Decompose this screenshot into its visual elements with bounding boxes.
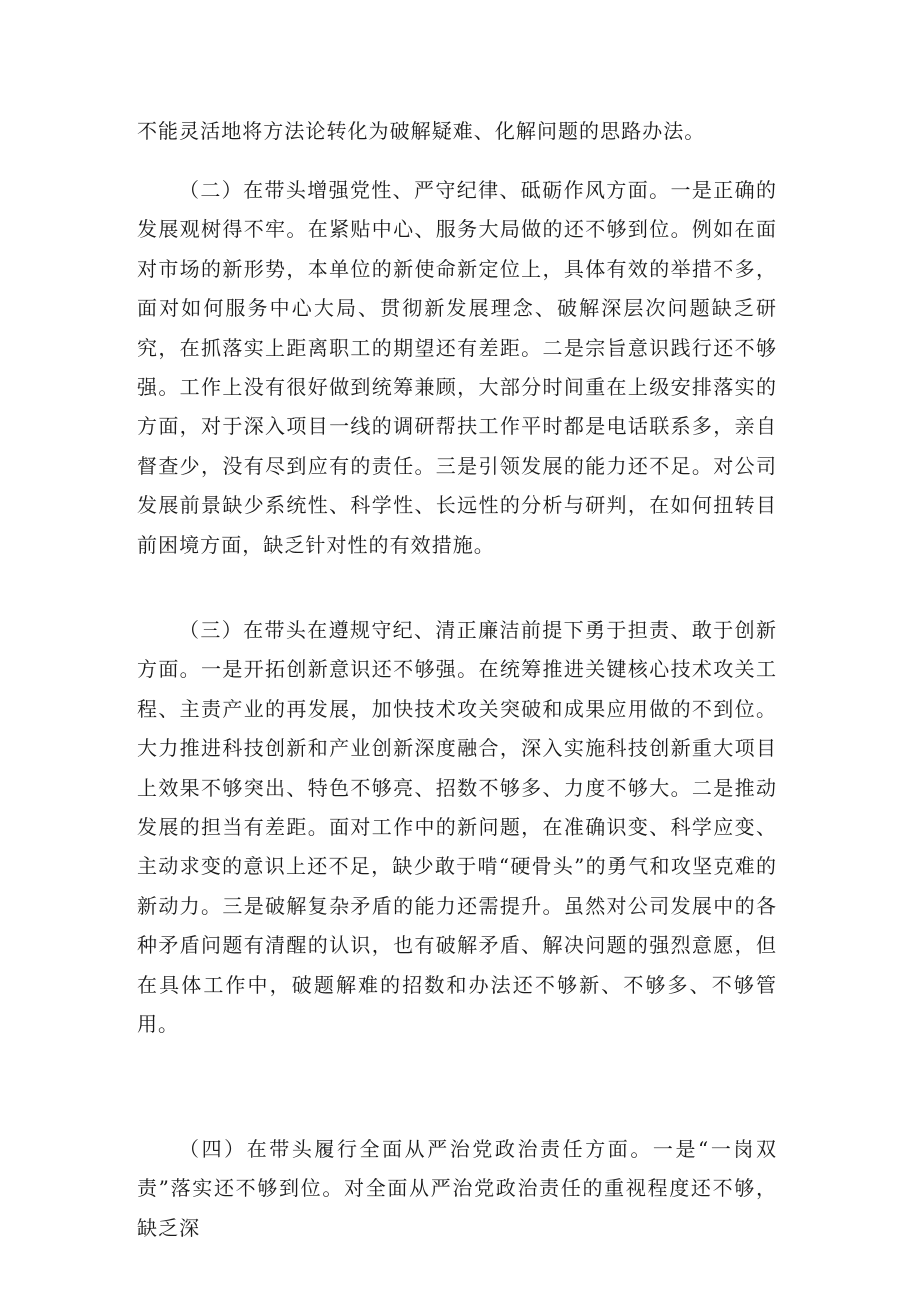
paragraph-section-four: （四）在带头履行全面从严治党政治责任方面。一是“一岗双责”落实还不够到位。对全面从严治党政治责任的重视程度还不够，缺乏深 (137, 1137, 777, 1240)
paragraph-section-two: （二）在带头增强党性、严守纪律、砥砺作风方面。一是正确的发展观树得不牢。在紧贴中心、服务大局做的还不够到位。例如在面对市场的新形势，本单位的新使命新定位上，具体有效的举措不多，面对如何服务中心大局、贯彻新发展理念、破解深层次问题缺乏研究，在抓落实上距离职工的期望还有差距。二是宗旨意识践行还不够强。工作上没有很好做到统筹兼顾，大部分时间重在上级安排落实的方面，对于深入项目一线的调研帮扶工作平时都是电话联系多，亲自督查少，没有尽到应有的责任。三是引领发展的能力还不足。对公司发展前景缺少系统性、科学性、长远性的分析与研判，在如何扭转目前困境方面，缺乏针对性的有效措施。 (137, 178, 777, 557)
paragraph-continuation: 不能灵活地将方法论转化为破解疑难、化解问题的思路办法。 (137, 119, 706, 143)
paragraph-section-three: （三）在带头在遵规守纪、清正廉洁前提下勇于担责、敢于创新方面。一是开拓创新意识还不够强。在统筹推进关键核心技术攻关工程、主责产业的再发展，加快技术攻关突破和成果应用做的不到位。大力推进科技创新和产业创新深度融合，深入实施科技创新重大项目上效果不够突出、特色不够亮、招数不够多、力度不够大。二是推动发展的担当有差距。面对工作中的新问题，在准确识变、科学应变、主动求变的意识上还不足，缺少敢于啃“硬骨头”的勇气和攻坚克难的新动力。三是破解复杂矛盾的能力还需提升。虽然对公司发展中的各种矛盾问题有清醒的认识，也有破解矛盾、解决问题的强烈意愿，但在具体工作中，破题解难的招数和办法还不够新、不够多、不够管用。 (137, 618, 777, 1037)
